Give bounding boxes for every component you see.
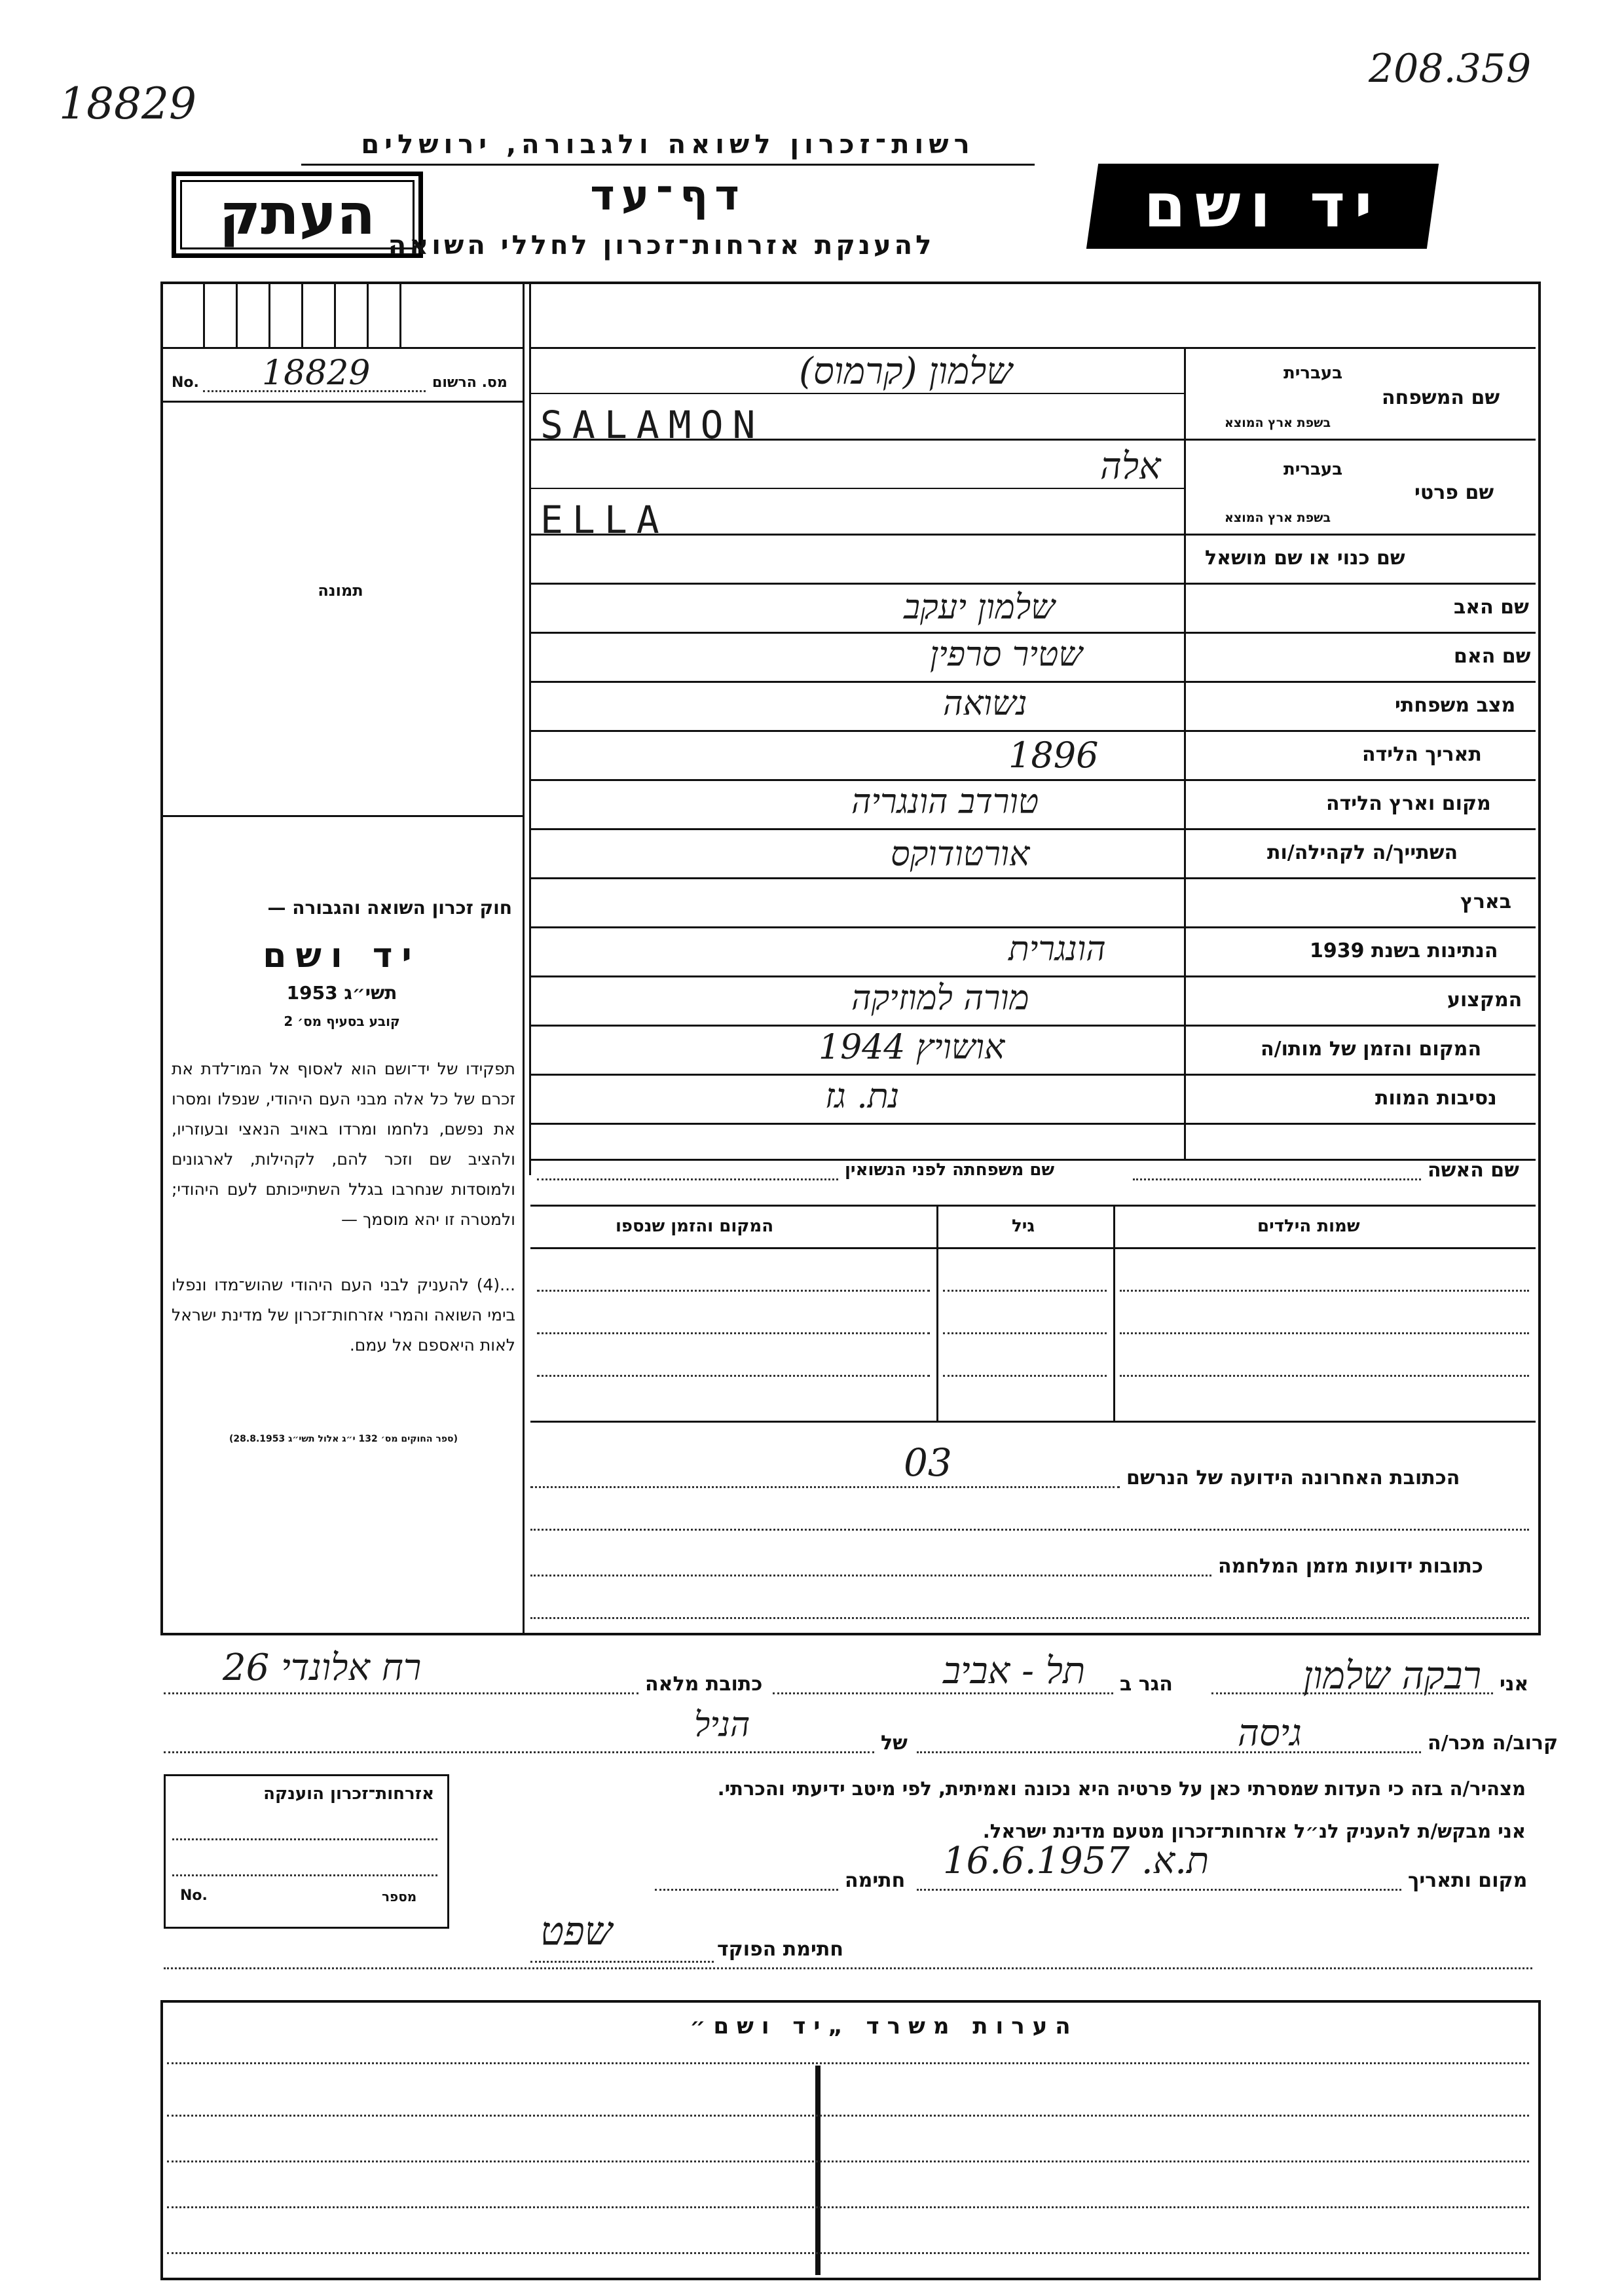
country-label: בארץ bbox=[1460, 890, 1512, 913]
spouse-label: שם האשה bbox=[1428, 1159, 1519, 1182]
father-value: שלמון יעקב bbox=[904, 588, 1056, 627]
last-address-value: 03 bbox=[904, 1440, 952, 1485]
copy-stamp-text: העתק bbox=[219, 182, 376, 247]
citizenship-box-no: No. bbox=[180, 1887, 208, 1904]
of-label: של bbox=[881, 1732, 908, 1755]
last-address-label: הכתובת האחרונה הידועה של הנרשם bbox=[1126, 1467, 1460, 1489]
relation-value: גיסה bbox=[1238, 1712, 1302, 1755]
profession-label: המקצוע bbox=[1447, 989, 1522, 1011]
citizenship-value: הונגרית bbox=[1008, 930, 1106, 969]
declarant-address: רח אלונדי 26 bbox=[223, 1647, 422, 1689]
place-date-value: ת.א. 16.6.1957 bbox=[943, 1840, 1209, 1882]
family-name-hebrew: שלמון (קרמוס) bbox=[799, 350, 1012, 393]
citizenship-granted-box bbox=[164, 1774, 449, 1929]
marital-value: נשואה bbox=[943, 684, 1027, 723]
citizenship-box-title: אזרחות־זכרון הוענקה bbox=[263, 1784, 434, 1804]
family-name-origin-label: בשפת ארץ המוצא bbox=[1225, 416, 1331, 430]
citizenship-box-number-label: מספר bbox=[382, 1889, 417, 1904]
death-cause-value: נת. גז bbox=[825, 1077, 900, 1116]
first-name-hebrew-label: בעברית bbox=[1283, 460, 1343, 479]
reg-no-hebrew-label: מס. הרשום bbox=[432, 374, 507, 391]
birth-date-value: 1896 bbox=[1008, 735, 1099, 776]
law-name: יד ושם bbox=[263, 936, 421, 975]
reg-no-label: No. bbox=[172, 374, 199, 391]
authority-title: רשות־זכרון לשואה ולגבורה, ירושלים bbox=[361, 130, 975, 160]
community-value: אורטודוקס bbox=[891, 835, 1030, 874]
children-place-header: המקום והזמן שנספו bbox=[616, 1216, 774, 1236]
yad-vashem-logo bbox=[1086, 164, 1439, 249]
relation-label: קרוב/ה מכר/ה bbox=[1428, 1732, 1559, 1755]
citizenship-label: הנתינות בשנת 1939 bbox=[1310, 939, 1498, 962]
father-label: שם האב bbox=[1454, 596, 1529, 619]
nickname-label: שם כנוי או שם מושאל bbox=[1205, 547, 1405, 570]
official-signature: שפט bbox=[540, 1908, 613, 1954]
death-cause-label: נסיבות המוות bbox=[1375, 1087, 1497, 1110]
official-signature-label: חתימת הפוקד bbox=[717, 1938, 843, 1961]
declarant-city: תל - אביב bbox=[943, 1650, 1086, 1692]
reg-no-value: 18829 bbox=[262, 354, 371, 393]
death-value: אושויץ 1944 bbox=[819, 1028, 1005, 1067]
children-age-header: גיל bbox=[1012, 1216, 1035, 1236]
law-paragraph-2: ...(4) להעניק לבני העם היהודי שהוש־מדו ונפלו בימי השואה והמרי אזרחות־זכרון של מדינת ישראל לאות היאספם אל עמם. bbox=[172, 1275, 515, 1355]
family-name-label: שם המשפחה bbox=[1382, 386, 1500, 409]
law-source: (ספר החוקים מס׳ 132 י״ג אלול תשי״ג 28.8.1953) bbox=[229, 1434, 458, 1444]
logo-text: יד ושם bbox=[1143, 171, 1382, 241]
mother-label: שם האם bbox=[1454, 645, 1531, 668]
war-addresses-label: כתובות ידועות מזמן המלחמה bbox=[1218, 1555, 1483, 1578]
law-paragraph-1: תפקידו של יד־ושם הוא לאסוף אל המו־לדת את זכרם של כל אלה מבני העם היהודי, שנפלו ומסרו את נפשם, נלחמו ומרדו באויב הנאצי ובעוזריו, ולהציב שם וזכר להם, לקהילות, לארגונים ולמוסדות שנחרבו בגלל השתייכותם לעם היהודי; ולמטרה זו יהא מוסמך — bbox=[172, 1059, 515, 1229]
community-label: השתייך/ה לקהילה/ות bbox=[1267, 841, 1458, 864]
office-notes-title: הערות משרד „יד ושם״ bbox=[690, 2013, 1079, 2039]
left-corner-number: 18829 bbox=[59, 79, 196, 129]
first-name-label: שם פרטי bbox=[1414, 481, 1494, 504]
first-name-hebrew: אלה bbox=[1100, 445, 1161, 488]
birth-place-value: טורדב הונגריה bbox=[851, 782, 1039, 822]
right-corner-number: 208.359 bbox=[1369, 46, 1532, 92]
signature-label: חתימה bbox=[845, 1869, 906, 1892]
first-name-origin-label: בשפת ארץ המוצא bbox=[1225, 511, 1331, 525]
family-name-origin: SALAMON bbox=[540, 403, 765, 447]
request-text: אני מבקש/ת להעניק לנ״ל אזרחות־זכרון מטעם מדינת ישראל. bbox=[982, 1820, 1526, 1842]
spouse-maiden-label: שם משפחתה לפני הנשואין bbox=[845, 1160, 1055, 1180]
office-notes-frame bbox=[160, 2000, 1541, 2280]
birth-place-label: מקום וארץ הלידה bbox=[1326, 792, 1491, 815]
declarant-resides-label: הגר ב bbox=[1120, 1673, 1173, 1696]
form-title: דף־עד bbox=[590, 172, 746, 220]
mother-value: שטיר סרפין bbox=[930, 635, 1083, 674]
law-clause: קובע בסעיף מס׳ 2 bbox=[284, 1013, 400, 1029]
declaration-text: מצהיר/ה בזה כי העדות שמסרתי כאן על פרטיה היא נכונה ואמיתית, לפי מיטב ידיעתי והכרתי. bbox=[717, 1777, 1526, 1800]
of-value: הניל bbox=[694, 1705, 750, 1745]
first-name-origin: ELLA bbox=[540, 498, 669, 542]
photo-label: תמונה bbox=[318, 581, 363, 600]
declarant-address-label: כתובת מלאה bbox=[645, 1673, 763, 1696]
profession-value: מורה למוזיקה bbox=[851, 979, 1029, 1018]
family-name-hebrew-label: בעברית bbox=[1283, 363, 1343, 383]
form-subtitle: להענקת אזרחות־זכרון לחללי השואה bbox=[388, 230, 935, 261]
death-label: המקום והזמן של מותו/ה bbox=[1261, 1038, 1482, 1061]
declarant-i-label: אני bbox=[1500, 1673, 1529, 1696]
marital-label: מצב משפחתי bbox=[1395, 694, 1516, 717]
law-year: תשי״ג 1953 bbox=[286, 982, 397, 1004]
birth-date-label: תאריך הלידה bbox=[1362, 743, 1482, 766]
place-date-label: מקום ותאריך bbox=[1408, 1869, 1528, 1892]
law-title: חוק זכרון השואה והגבורה — bbox=[267, 897, 512, 919]
declarant-name: רבקה שלמון bbox=[1303, 1653, 1482, 1698]
children-name-header: שמות הילדים bbox=[1257, 1216, 1360, 1236]
